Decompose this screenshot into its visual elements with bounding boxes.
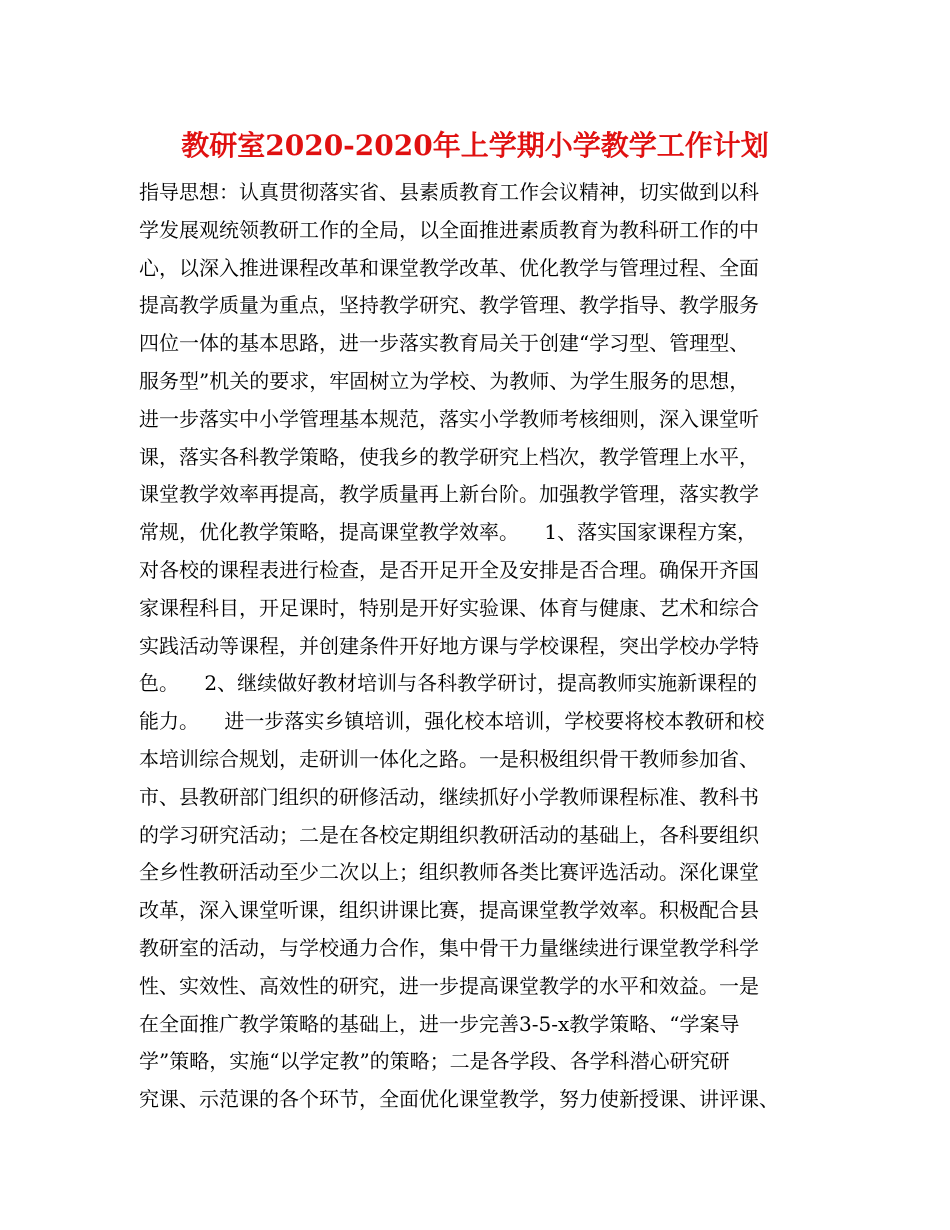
body-text-line: 在全面推广教学策略的基础上，进一步完善3-5-x教学策略、“学案导 [139, 1011, 740, 1036]
body-text-line: 教研室的活动，与学校通力合作，集中骨干力量继续进行课堂教学科学 [139, 935, 759, 960]
body-text-line: 能力。 进一步落实乡镇培训，强化校本培训，学校要将校本教研和校 [139, 709, 765, 734]
body-text-line: 改革，深入课堂听课，组织讲课比赛，提高课堂教学效率。积极配合县 [139, 898, 759, 923]
body-text-line: 进一步落实中小学管理基本规范，落实小学教师考核细则，深入课堂听 [139, 406, 759, 431]
body-text-line: 心，以深入推进课程改革和课堂教学改革、优化教学与管理过程、全面 [139, 255, 759, 280]
body-text-line: 常规，优化教学策略，提高课堂教学效率。 1、落实国家课程方案， [139, 520, 758, 545]
body-text-line: 课堂教学效率再提高，教学质量再上新台阶。加强教学管理，落实教学 [139, 482, 759, 507]
body-text-line: 本培训综合规划，走研训一体化之路。一是积极组织骨干教师参加省、 [139, 746, 759, 771]
body-text-line: 的学习研究活动；二是在各校定期组织教研活动的基础上，各科要组织 [139, 822, 759, 847]
body-text-line: 对各校的课程表进行检查，是否开足开全及安排是否合理。确保开齐国 [139, 557, 759, 582]
body-text-line: 指导思想：认真贯彻落实省、县素质教育工作会议精神，切实做到以科 [139, 180, 759, 204]
body-text-line: 课，落实各科教学策略，使我乡的教学研究上档次，教学管理上水平， [139, 444, 759, 469]
document-title: 教研室2020-2020年上学期小学教学工作计划 [181, 129, 769, 162]
body-text-line: 性、实效性、高效性的研究，进一步提高课堂教学的水平和效益。一是 [139, 973, 759, 998]
body-text-line: 家课程科目，开足课时，特别是开好实验课、体育与健康、艺术和综合 [139, 595, 759, 620]
body-text-line: 服务型”机关的要求，牢固树立为学校、为教师、为学生服务的思想， [139, 368, 750, 393]
document-body [139, 174, 829, 1119]
body-text-line: 色。 2、继续做好教材培训与各科教学研讨，提高教师实施新课程的 [139, 671, 758, 696]
body-text-line: 全乡性教研活动至少二次以上；组织教师各类比赛评选活动。深化课堂 [139, 860, 759, 885]
body-text-line: 学”策略，实施“以学定教”的策略；二是各学段、各学科潜心研究研 [139, 1049, 730, 1074]
body-text-line: 四位一体的基本思路，进一步落实教育局关于创建“学习型、管理型、 [139, 331, 750, 356]
body-text-line: 究课、示范课的各个环节，全面优化课堂教学，努力使新授课、讲评课、 [139, 1087, 779, 1112]
body-text-line: 实践活动等课程，并创建条件开好地方课与学校课程，突出学校办学特 [139, 633, 759, 658]
body-text-line: 市、县教研部门组织的研修活动，继续抓好小学教师课程标准、教科书 [139, 784, 759, 809]
body-text-line: 提高教学质量为重点，坚持教学研究、教学管理、教学指导、教学服务 [139, 293, 759, 318]
body-text-line: 学发展观统领教研工作的全局，以全面推进素质教育为教科研工作的中 [139, 217, 759, 242]
